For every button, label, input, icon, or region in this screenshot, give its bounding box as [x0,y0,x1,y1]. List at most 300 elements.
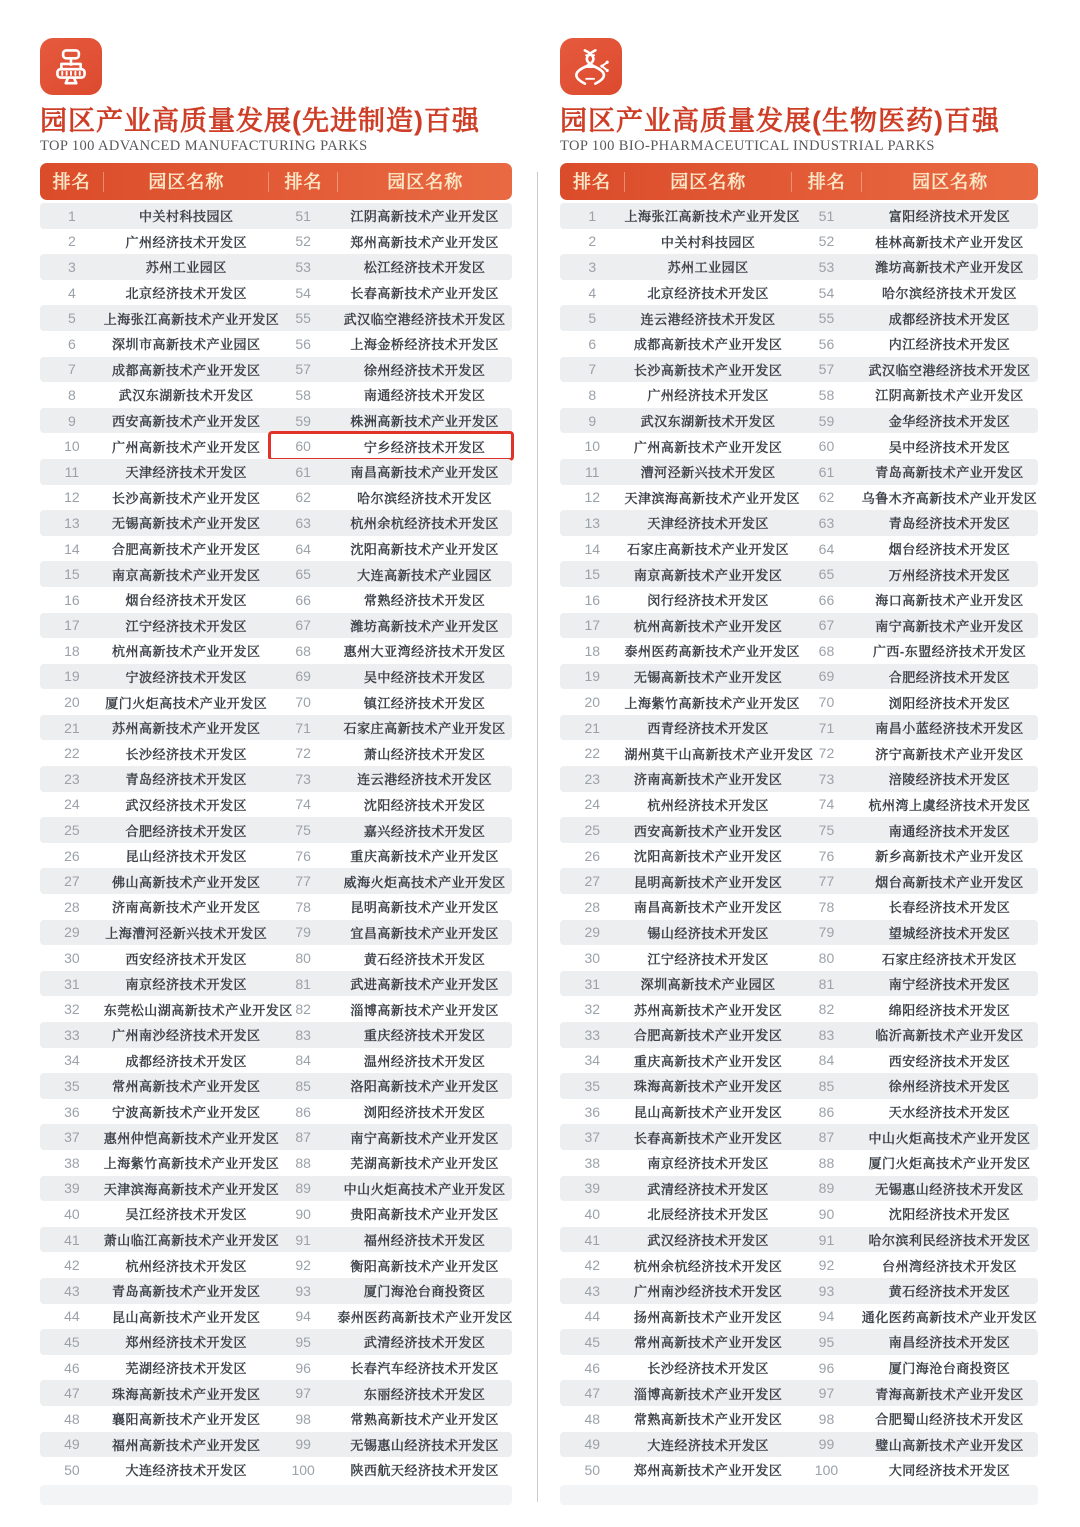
rank-cell: 53 [818,258,835,275]
park-name-cell: 浏阳经济技术开发区 [888,695,1011,711]
table-row [40,485,512,511]
park-name-cell: 武汉临空港经济技术开发区 [868,362,1031,378]
rank-cell: 38 [64,1154,80,1171]
park-name-cell: 成都高新技术产业开发区 [633,337,783,353]
park-name-cell: 郑州高新技术产业开发区 [350,234,499,250]
rank-cell: 99 [295,1436,311,1453]
rank-cell: 49 [64,1436,80,1453]
table-row [560,1227,1038,1253]
park-name-cell: 西青经济技术开发区 [647,721,769,737]
table-row [560,817,1038,843]
table-row [40,817,512,843]
park-name-cell: 珠海高新技术产业开发区 [633,1079,783,1095]
park-name-cell: 常熟高新技术产业开发区 [350,1412,499,1428]
rank-cell: 89 [295,1180,311,1197]
rank-cell: 25 [584,822,601,839]
rank-cell: 22 [584,745,601,762]
rank-cell: 77 [818,873,835,890]
table-row [560,843,1038,869]
park-name-cell: 南通经济技术开发区 [363,388,486,404]
table-row [40,587,512,613]
rank-cell: 98 [295,1410,311,1427]
park-name-cell: 常州高新技术产业开发区 [112,1079,261,1095]
col-header-rank: 排名 [52,171,91,192]
table-row [40,1329,512,1355]
table-row [560,1457,1038,1483]
rank-cell: 27 [64,873,80,890]
park-name-cell: 江宁经济技术开发区 [125,618,248,634]
park-name-cell: 大连经济技术开发区 [647,1437,769,1453]
table-row [560,1329,1038,1355]
rank-cell: 31 [584,975,601,992]
rank-cell: 45 [584,1333,601,1350]
park-name-cell: 昆明高新技术产业开发区 [633,874,783,890]
table-row [560,1432,1038,1458]
rank-cell: 36 [64,1103,80,1120]
table-row [560,229,1038,255]
rank-cell: 6 [588,335,597,352]
table-row [560,536,1038,562]
table-row [560,613,1038,639]
table-row [560,280,1038,306]
park-name-cell: 泰州医药高新技术产业开发区 [337,1309,513,1325]
rank-cell: 4 [588,284,597,301]
table-row [560,792,1038,818]
park-name-cell: 杭州余杭经济技术开发区 [350,516,499,532]
park-name-cell: 宜昌高新技术产业开发区 [350,925,499,941]
table-row [560,485,1038,511]
park-name-cell: 成都经济技术开发区 [125,1053,248,1069]
rank-cell: 63 [295,514,311,531]
table-row [560,945,1038,971]
park-name-cell: 襄阳高新技术产业开发区 [112,1412,261,1428]
rank-cell: 77 [295,873,311,890]
rank-cell: 50 [584,1461,601,1478]
rank-cell: 29 [584,924,601,941]
park-name-cell: 无锡惠山经济技术开发区 [350,1437,499,1453]
table-row [560,664,1038,690]
park-name-cell: 黄石经济技术开发区 [363,951,486,967]
rank-cell: 2 [67,233,76,250]
rank-cell: 9 [588,412,597,429]
park-name-cell: 厦门火炬高技术产业开发区 [105,695,268,711]
rank-cell: 76 [295,847,311,864]
park-name-cell: 昆山经济技术开发区 [125,849,248,865]
table-row [560,1201,1038,1227]
table-row [560,433,1038,459]
park-name-cell: 苏州高新技术产业开发区 [633,1002,783,1018]
rank-cell: 72 [818,745,835,762]
park-name-cell: 南宁经济技术开发区 [888,977,1011,993]
park-name-cell: 青岛经济技术开发区 [888,516,1011,532]
park-name-cell: 涪陵经济技术开发区 [888,772,1011,788]
rank-cell: 39 [64,1180,80,1197]
park-name-cell: 南昌小蓝经济技术开发区 [875,721,1024,737]
rank-cell: 24 [584,796,601,813]
rank-cell: 14 [584,540,601,557]
rank-cell: 13 [64,514,80,531]
table-row [40,971,512,997]
rank-cell: 36 [584,1103,601,1120]
park-name-cell: 沈阳高新技术产业开发区 [350,542,499,558]
rank-cell: 27 [584,873,601,890]
table-row [560,1304,1038,1330]
rank-cell: 32 [64,1001,80,1018]
rank-cell: 15 [64,566,80,583]
rank-cell: 92 [295,1257,311,1274]
rank-cell: 82 [818,1001,835,1018]
rank-cell: 26 [64,847,80,864]
rank-cell: 81 [295,975,311,992]
park-name-cell: 石家庄高新技术产业开发区 [343,721,506,737]
park-name-cell: 天津滨海高新技术产业开发区 [103,1181,280,1197]
panel-advanced-manufacturing [40,38,512,1505]
park-name-cell: 连云港经济技术开发区 [357,772,493,788]
table-row [560,740,1038,766]
rank-cell: 30 [64,950,80,967]
rank-cell: 59 [295,412,311,429]
rank-cell: 45 [64,1333,80,1350]
table-row [560,1099,1038,1125]
rank-cell: 100 [814,1461,839,1478]
rank-cell: 16 [64,591,80,608]
park-name-cell: 南京经济技术开发区 [125,977,248,993]
rank-cell: 91 [295,1231,311,1248]
park-name-cell: 广州南沙经济技术开发区 [633,1284,783,1300]
park-name-cell: 徐州经济技术开发区 [363,362,486,378]
panel-bio-pharmaceutical [560,38,1038,1505]
rank-cell: 54 [818,284,835,301]
park-name-cell: 福州经济技术开发区 [363,1233,486,1249]
park-name-cell: 杭州高新技术产业开发区 [112,644,261,660]
park-name-cell: 苏州高新技术产业开发区 [112,721,261,737]
table-row [560,357,1038,383]
park-name-cell: 常州高新技术产业开发区 [633,1335,783,1351]
park-name-cell: 武汉东湖新技术开发区 [640,414,776,430]
rank-cell: 73 [295,770,311,787]
park-name-cell: 无锡高新技术产业开发区 [633,669,783,685]
park-name-cell: 烟台高新技术产业开发区 [875,874,1024,890]
park-name-cell: 哈尔滨经济技术开发区 [882,286,1018,302]
park-name-cell: 徐州经济技术开发区 [888,1079,1011,1095]
rank-cell: 2 [588,233,597,250]
rank-cell: 11 [64,463,80,480]
panel-title: 园区产业高质量发展(先进制造)百强 [40,106,480,136]
table-row [40,1252,512,1278]
table-row [40,1022,512,1048]
rank-cell: 35 [64,1077,80,1094]
park-name-cell: 浏阳经济技术开发区 [363,1105,486,1121]
rank-cell: 98 [818,1410,835,1427]
park-name-cell: 中关村科技园区 [660,234,756,250]
park-name-cell: 芜湖经济技术开发区 [125,1361,248,1377]
table-row [40,1278,512,1304]
table-row [40,1099,512,1125]
park-name-cell: 武汉东湖新技术开发区 [118,388,254,404]
park-name-cell: 衡阳高新技术产业开发区 [350,1258,499,1274]
table-row [560,1176,1038,1202]
rank-cell: 3 [588,258,597,275]
rank-cell: 47 [584,1385,601,1402]
park-name-cell: 厦门海沧台商投资区 [888,1361,1011,1377]
rank-cell: 7 [67,361,76,378]
table-row [40,1201,512,1227]
park-name-cell: 合肥高新技术产业开发区 [633,1028,783,1044]
rank-cell: 13 [584,514,601,531]
park-name-cell: 武汉临空港经济技术开发区 [343,311,506,327]
col-header-park-name: 园区名称 [337,172,512,192]
table-row [560,1355,1038,1381]
rank-cell: 56 [295,335,311,352]
rank-cell: 64 [818,540,835,557]
table-row [40,357,512,383]
table-row [560,331,1038,357]
rank-cell: 83 [295,1026,311,1043]
park-name-cell: 武进高新技术产业开发区 [350,977,499,993]
table-row [560,1150,1038,1176]
park-name-cell: 重庆高新技术产业开发区 [633,1053,783,1069]
panel-divider-line [537,172,538,1502]
park-name-cell: 威海火炬高技术产业开发区 [343,874,506,890]
col-header-park-name: 园区名称 [103,172,268,192]
park-name-cell: 厦门海沧台商投资区 [363,1284,486,1300]
table-row [560,996,1038,1022]
rank-cell: 83 [818,1026,835,1043]
table-row [560,868,1038,894]
table-row [40,536,512,562]
park-name-cell: 青岛经济技术开发区 [125,772,248,788]
panel-subtitle: TOP 100 ADVANCED MANUFACTURING PARKS [40,138,368,154]
rank-cell: 97 [295,1385,311,1402]
rank-cell: 54 [295,284,311,301]
rank-cell: 95 [295,1333,311,1350]
park-name-cell: 西安经济技术开发区 [888,1053,1011,1069]
rank-cell: 18 [64,642,80,659]
park-name-cell: 台州湾经济技术开发区 [882,1258,1018,1274]
col-header-park-name: 园区名称 [624,172,791,192]
park-name-cell: 大连经济技术开发区 [125,1463,248,1479]
rank-cell: 20 [64,694,80,711]
rank-cell: 78 [295,898,311,915]
rank-cell: 71 [295,719,311,736]
park-name-cell: 惠州仲恺高新技术产业开发区 [103,1130,280,1146]
table-row [40,408,512,434]
park-name-cell: 松江经济技术开发区 [363,260,486,276]
park-name-cell: 南通经济技术开发区 [888,823,1011,839]
col-header-rank: 排名 [791,172,861,192]
park-name-cell: 长沙经济技术开发区 [125,746,248,762]
rank-cell: 61 [818,463,835,480]
dna-icon [560,38,622,95]
park-name-cell: 重庆高新技术产业开发区 [350,849,499,865]
footer-stripe [560,1485,1038,1505]
rank-cell: 48 [64,1410,80,1427]
table-row [560,638,1038,664]
rank-cell: 25 [64,822,80,839]
park-name-cell: 上海张江高新技术产业开发区 [624,209,801,225]
rank-cell: 60 [295,438,311,455]
park-name-cell: 沈阳高新技术产业开发区 [633,849,783,865]
rank-cell: 7 [588,361,597,378]
table-row [40,229,512,255]
table-row [40,561,512,587]
rank-cell: 89 [818,1180,835,1197]
park-name-cell: 洛阳高新技术产业开发区 [350,1079,499,1095]
table-row [40,1432,512,1458]
park-name-cell: 东莞松山湖高新技术产业开发区 [103,1002,293,1018]
park-name-cell: 昆山高新技术产业开发区 [633,1105,783,1121]
rank-cell: 55 [818,310,835,327]
rank-cell: 64 [295,540,311,557]
rank-cell: 86 [295,1103,311,1120]
rank-cell: 67 [818,617,835,634]
rank-cell: 37 [64,1129,80,1146]
rank-cell: 41 [64,1231,80,1248]
park-name-cell: 济宁高新技术产业开发区 [875,746,1024,762]
rank-cell: 20 [584,694,601,711]
table-row [40,382,512,408]
park-name-cell: 昆明高新技术产业开发区 [350,900,499,916]
rank-cell: 61 [295,463,311,480]
rank-cell: 33 [64,1026,80,1043]
rank-cell: 35 [584,1077,601,1094]
park-name-cell: 深圳高新技术产业园区 [640,977,776,993]
park-name-cell: 温州经济技术开发区 [363,1053,486,1069]
park-name-cell: 厦门火炬高技术产业开发区 [868,1156,1031,1172]
park-name-cell: 上海紫竹高新技术产业开发区 [103,1156,280,1172]
park-name-cell: 临沂高新技术产业开发区 [875,1028,1024,1044]
park-name-cell: 黄石经济技术开发区 [888,1284,1011,1300]
park-name-cell: 嘉兴经济技术开发区 [363,823,486,839]
rank-cell: 49 [584,1436,601,1453]
park-name-cell: 东丽经济技术开发区 [363,1386,486,1402]
park-name-cell: 万州经济技术开发区 [888,567,1011,583]
table-row [560,894,1038,920]
table-row [40,1048,512,1074]
col-header-rank: 排名 [573,171,612,192]
park-name-cell: 上海漕河泾新兴技术开发区 [105,925,268,941]
table-row [40,715,512,741]
table-row [40,894,512,920]
rank-cell: 37 [584,1129,601,1146]
park-name-cell: 武清经济技术开发区 [647,1181,769,1197]
park-name-cell: 宁乡经济技术开发区 [363,439,486,455]
rank-cell: 8 [588,386,597,403]
park-name-cell: 武清经济技术开发区 [363,1335,486,1351]
table-row [40,1150,512,1176]
park-name-cell: 广州高新技术产业开发区 [112,439,261,455]
park-name-cell: 广州经济技术开发区 [125,234,248,250]
rank-cell: 51 [295,207,311,224]
park-name-cell: 杭州经济技术开发区 [647,797,769,813]
rank-cell: 6 [67,335,76,352]
rank-cell: 5 [588,310,597,327]
park-name-cell: 通化医药高新技术产业开发区 [861,1309,1038,1325]
park-name-cell: 株洲高新技术产业开发区 [350,414,499,430]
rank-cell: 34 [584,1052,601,1069]
park-name-cell: 北京经济技术开发区 [125,286,248,302]
park-name-cell: 沈阳经济技术开发区 [363,797,486,813]
park-name-cell: 合肥经济技术开发区 [125,823,248,839]
park-name-cell: 青岛高新技术产业开发区 [875,465,1024,481]
factory-org-icon [40,38,102,95]
table-row [560,1048,1038,1074]
park-name-cell: 宁波高新技术产业开发区 [112,1105,261,1121]
rank-cell: 87 [295,1129,311,1146]
park-name-cell: 昆山高新技术产业开发区 [112,1309,261,1325]
rank-cell: 46 [64,1359,80,1376]
park-name-cell: 石家庄经济技术开发区 [882,951,1018,967]
park-name-cell: 天水经济技术开发区 [888,1105,1011,1121]
park-name-cell: 萧山经济技术开发区 [363,746,486,762]
table-row [560,920,1038,946]
rank-cell: 42 [64,1257,80,1274]
col-header-rank: 排名 [268,172,337,192]
park-name-cell: 南宁高新技术产业开发区 [875,618,1024,634]
table-row [40,254,512,280]
park-name-cell: 漕河泾新兴技术开发区 [640,465,776,481]
rank-cell: 80 [295,950,311,967]
park-name-cell: 杭州湾上虞经济技术开发区 [868,797,1031,813]
park-name-cell: 江宁经济技术开发区 [647,951,769,967]
rank-cell: 74 [818,796,835,813]
rank-cell: 58 [295,386,311,403]
panel-title: 园区产业高质量发展(生物医药)百强 [560,106,1000,136]
park-name-cell: 天津经济技术开发区 [647,516,769,532]
rank-cell: 8 [67,386,76,403]
rank-cell: 29 [64,924,80,941]
park-name-cell: 成都高新技术产业开发区 [112,362,261,378]
rank-cell: 58 [818,386,835,403]
park-name-cell: 长沙经济技术开发区 [647,1361,769,1377]
park-name-cell: 大同经济技术开发区 [888,1463,1011,1479]
park-name-cell: 长春经济技术开发区 [888,900,1011,916]
table-header [40,163,512,200]
park-name-cell: 北京经济技术开发区 [647,286,769,302]
table-row [40,203,512,229]
rank-cell: 75 [818,822,835,839]
park-name-cell: 佛山高新技术产业开发区 [112,874,261,890]
table-row [40,459,512,485]
park-name-cell: 广州南沙经济技术开发区 [112,1028,261,1044]
rank-cell: 66 [295,591,311,608]
rank-cell: 40 [64,1205,80,1222]
rank-cell: 84 [295,1052,311,1069]
park-name-cell: 广州经济技术开发区 [647,388,769,404]
rank-cell: 42 [584,1257,601,1274]
rank-cell: 1 [67,207,76,224]
rank-cell: 91 [818,1231,835,1248]
table-row [560,382,1038,408]
park-name-cell: 吴中经济技术开发区 [888,439,1011,455]
rank-cell: 96 [295,1359,311,1376]
rank-cell: 26 [584,847,601,864]
table-row [560,689,1038,715]
rank-cell: 28 [64,898,80,915]
rank-cell: 17 [584,617,601,634]
rank-cell: 85 [295,1077,311,1094]
rank-cell: 69 [295,668,311,685]
table-body [560,203,1038,1483]
park-name-cell: 济南高新技术产业开发区 [112,900,261,916]
park-name-cell: 芜湖高新技术产业开发区 [350,1156,499,1172]
rank-cell: 74 [295,796,311,813]
col-header-park-name: 园区名称 [861,172,1038,192]
table-row [560,766,1038,792]
park-name-cell: 贵阳高新技术产业开发区 [350,1207,499,1223]
rank-cell: 52 [295,233,311,250]
rank-cell: 48 [584,1410,601,1427]
